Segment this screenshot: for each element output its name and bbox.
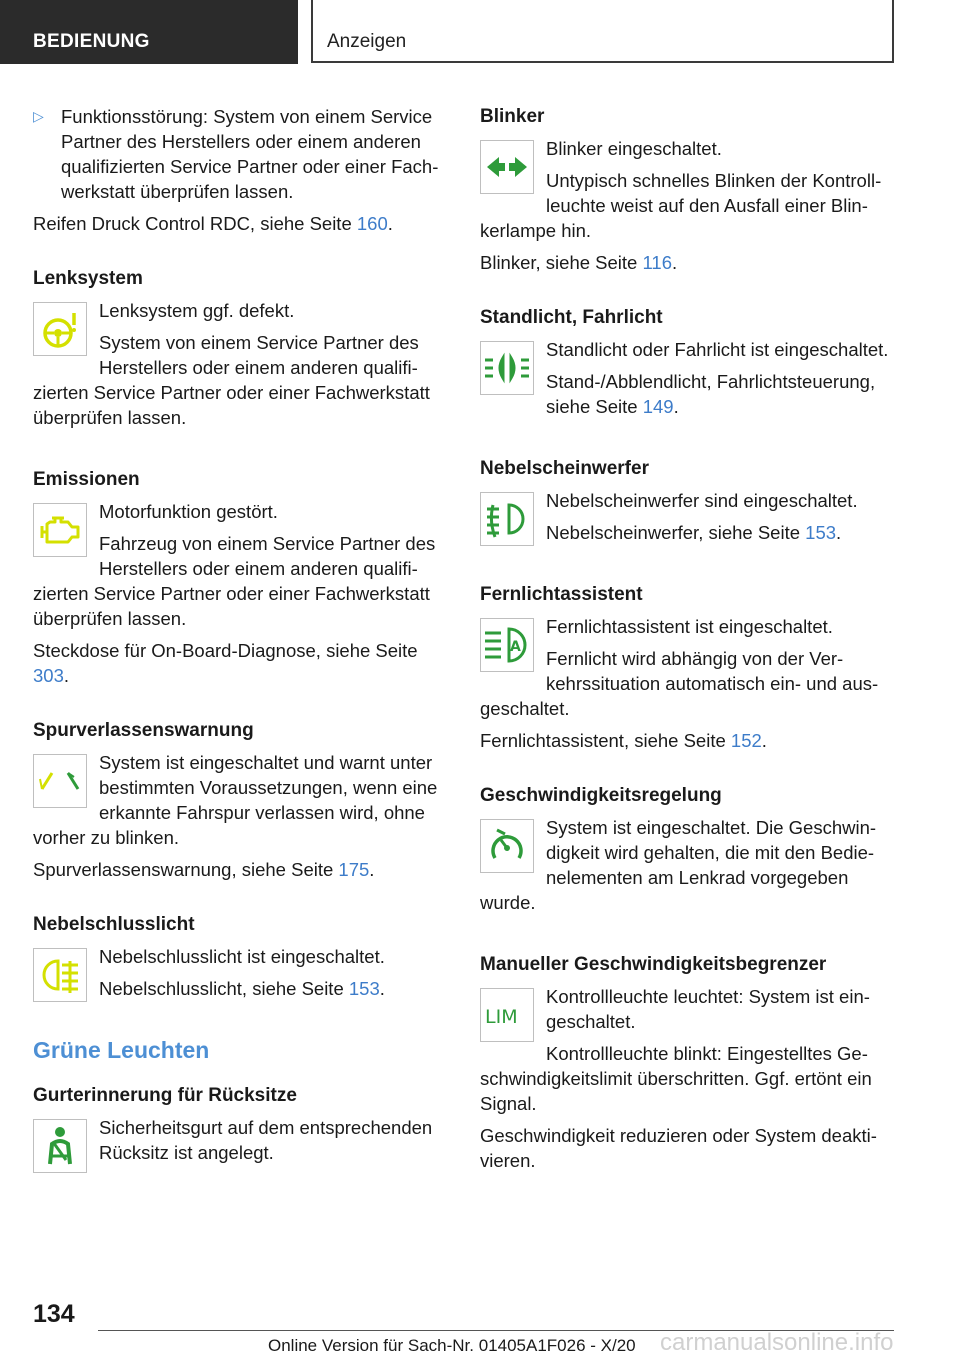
blink-text-1: Blinker eingeschaltet.	[546, 138, 722, 159]
turn-signal-icon	[480, 140, 534, 194]
nsw-text-1: Nebelscheinwerfer sind eingeschaltet.	[546, 490, 858, 511]
gurt-text-1: Sicherheitsgurt auf dem entsprechenden Rücksitz ist angelegt.	[99, 1117, 433, 1163]
lim-text-1: Kontrollleuchte leuchtet: System ist eingeschaltet.	[546, 986, 870, 1032]
triangle-bullet-icon: ▷	[33, 108, 44, 124]
section-standlicht	[480, 305, 894, 426]
nsl-text-1: Nebelschlusslicht ist eingeschaltet.	[99, 946, 385, 967]
heading-lim: Manueller Geschwindigkeitsbegrenzer	[480, 954, 827, 975]
footer-online-version: Online Version für Sach-Nr. 01405A1F026 - X/20	[268, 1336, 636, 1355]
blink-text-2: Untypisch schnelles Blinken der Kontrollleuchte weist auf den Ausfall einer Blinkerlampe hin.	[480, 170, 882, 241]
section-fernlichtassistent	[480, 582, 894, 753]
heading-emissionen: Emissionen	[33, 469, 140, 490]
rdc-reference: Reifen Druck Control RDC, siehe Seite 160.	[33, 213, 393, 234]
rear-fog-light-icon	[33, 948, 87, 1002]
emis-text-1: Motorfunktion gestört.	[99, 501, 278, 522]
link-page-153-nsw[interactable]: 153	[805, 522, 837, 543]
link-page-160[interactable]: 160	[356, 213, 388, 234]
page-title-box	[311, 0, 894, 63]
link-page-116[interactable]: 116	[642, 252, 672, 273]
bullet-item	[33, 104, 447, 204]
emis-text-2: Fahrzeug von einem Service Partner des Herstellers oder einem anderen qualifizierten Service Partner oder einer Fachwerkstatt überprüfen lassen.	[33, 533, 436, 629]
section-gurterinnerung	[33, 1083, 447, 1179]
svg-text:A: A	[510, 639, 521, 655]
blink-reference: Blinker, siehe Seite 116.	[480, 252, 678, 273]
heading-standlicht: Standlicht, Fahrlicht	[480, 307, 663, 328]
heading-nsl: Nebelschlusslicht	[33, 914, 195, 935]
gesch-text-1: System ist eingeschaltet. Die Geschwindigkeit wird gehalten, die mit den Bedienelementen am Lenkrad vorgegeben wurde.	[480, 817, 877, 913]
link-page-153-nsl[interactable]: 153	[348, 978, 380, 999]
steering-warning-icon	[33, 302, 87, 356]
section-emissionen	[33, 467, 447, 688]
section-geschwindigkeitsregelung	[480, 783, 894, 922]
link-page-152[interactable]: 152	[730, 730, 762, 751]
speed-limiter-icon	[480, 988, 534, 1042]
heading-gesch: Geschwindigkeitsregelung	[480, 785, 722, 806]
page-number: 134	[33, 1300, 75, 1328]
lane-departure-icon	[33, 754, 87, 808]
link-page-303[interactable]: 303	[33, 665, 64, 686]
engine-icon	[33, 503, 87, 557]
heading-spur: Spurverlassenswarnung	[33, 720, 254, 741]
spur-text-1: System ist eingeschaltet und warnt unter bestimmten Voraussetzungen, wenn eine erkannte Fahrspur verlassen wird, ohne vorher zu blinken.	[33, 752, 438, 848]
parking-light-icon	[480, 341, 534, 395]
heading-lenksystem: Lenksystem	[33, 268, 143, 289]
section-geschwindigkeitsbegrenzer	[480, 952, 894, 1180]
lim-text-2: Kontrollleuchte blinkt: Eingestelltes Geschwindigkeitslimit überschritten. Ggf. ertönt ein Signal.	[480, 1043, 872, 1114]
heading-gruene-leuchten: Grüne Leuchten	[33, 1037, 210, 1063]
heading-gurt: Gurterinnerung für Rücksitze	[33, 1085, 297, 1106]
link-page-149[interactable]: 149	[642, 396, 674, 417]
right-column	[480, 104, 894, 1210]
fern-reference: Fernlichtassistent, siehe Seite 152.	[480, 730, 767, 751]
lenk-text-1: Lenksystem ggf. defekt.	[99, 300, 295, 321]
obd-reference: Steckdose für On-Board-Diagnose, siehe Seite 303.	[33, 640, 418, 686]
section-nebelscheinwerfer	[480, 456, 894, 552]
section-tab	[0, 0, 298, 64]
lenk-text-2: System von einem Service Partner des Herstellers oder einem anderen qualifizierten Service Partner oder einer Fachwerkstatt überprüfen lassen.	[33, 332, 430, 428]
watermark: carmanualsonline.info	[660, 1329, 894, 1356]
section-spurverlassenswarnung	[33, 718, 447, 882]
stand-text-1: Standlicht oder Fahrlicht ist eingeschaltet.	[546, 339, 889, 360]
link-page-175[interactable]: 175	[338, 859, 370, 880]
section-nebelschlusslicht	[33, 912, 447, 1008]
fern-text-2: Fernlicht wird abhängig von der Verkehrssituation automatisch ein- und ausgeschaltet.	[480, 648, 879, 719]
heading-blinker: Blinker	[480, 106, 545, 127]
page-title: Anzeigen	[327, 31, 407, 52]
section-blinker	[480, 104, 894, 275]
front-fog-light-icon	[480, 492, 534, 546]
lim-text-3: Geschwindigkeit reduzieren oder System deaktivieren.	[480, 1125, 877, 1171]
nsl-reference: Nebelschlusslicht, siehe Seite 153.	[99, 978, 385, 999]
svg-text:LIM: LIM	[485, 1006, 518, 1028]
bullet-text: Funktionsstörung: System von einem Service Partner des Herstellers oder einem anderen qualifizierten Service Partner oder einer Fachwerkstatt überprüfen lassen.	[61, 106, 439, 202]
stand-reference: Stand-/Abblendlicht, Fahrlichtsteuerung, siehe Seite 149.	[546, 371, 876, 417]
section-tab-label: BEDIENUNG	[33, 31, 150, 52]
nsw-reference: Nebelscheinwerfer, siehe Seite 153.	[546, 522, 842, 543]
seatbelt-icon	[33, 1119, 87, 1173]
heading-nsw: Nebelscheinwerfer	[480, 458, 649, 479]
section-lenksystem	[33, 266, 447, 437]
cruise-control-icon	[480, 819, 534, 873]
high-beam-assist-icon	[480, 618, 534, 672]
left-column	[33, 104, 447, 1209]
spur-reference: Spurverlassenswarnung, siehe Seite 175.	[33, 859, 375, 880]
fern-text-1: Fernlichtassistent ist eingeschaltet.	[546, 616, 833, 637]
heading-fern: Fernlichtassistent	[480, 584, 643, 605]
